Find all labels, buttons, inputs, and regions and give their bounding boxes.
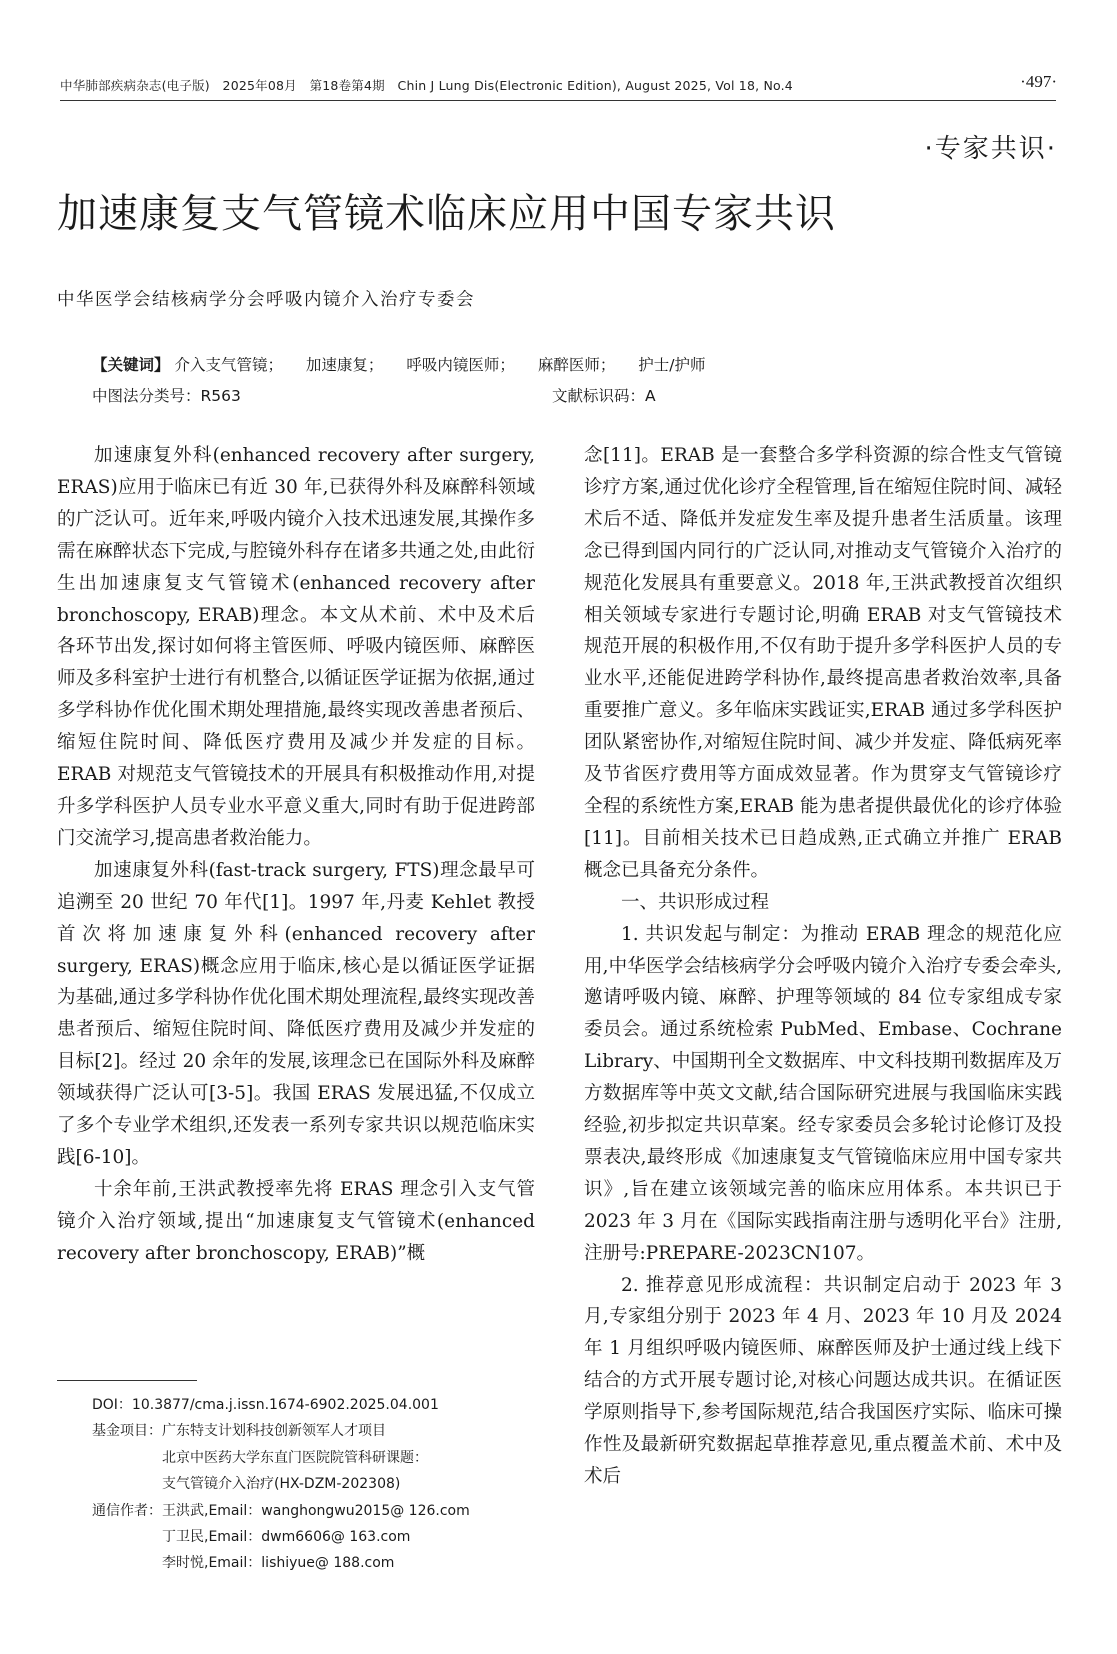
body-paragraph: 加速康复外科(fast-track surgery, FTS)理念最早可追溯至 20 世纪 70 年代[1]。1997 年,丹麦 Kehlet 教授首次将加速康复外科(enhanced recovery after surgery, ERAS)概念应用于临床,核心是以循证医学证据为基础,通过多学科协作优化围术期处理流程,最终实现改善患者预后、缩短住院时间、降低医疗费用及减少并发症的目标[2]。经过 20 余年的发展,该理念已在国际外科及麻醉领域获得广泛认可[3-5]。我国 ERAS 发展迅猛,不仅成立了多个专业学术组织,还发表一系列专家共识以规范临床实践[6-10]。 bbox=[57, 859, 535, 1168]
keyword: 护士/护师 bbox=[638, 356, 706, 374]
doi-line: DOI：10.3877/cma.j.issn.1674-6902.2025.04.001 bbox=[92, 1397, 439, 1413]
footnote-divider bbox=[57, 1380, 197, 1381]
correspondence-line: 王洪武,Email：wanghongwu2015@ 126.com bbox=[162, 1502, 470, 1519]
column-tag: ·专家共识· bbox=[924, 134, 1057, 164]
keyword: 介入支气管镜； bbox=[174, 356, 283, 374]
funding-label: 基金项目： bbox=[92, 1423, 162, 1440]
body-paragraph: 加速康复外科(enhanced recovery after surgery, ERAS)应用于临床已有近 30 年,已获得外科及麻醉科领域的广泛认可。近年来,呼吸内镜介入技术迅速发展,其操作多需在麻醉状态下完成,与腔镜外科存在诸多共通之处,由此衍生出加速康复支气管镜术(enhanced recovery after bronchoscopy, ERAB)理念。本文从术前、术中及术后各环节出发,探讨如何将主管医师、呼吸内镜医师、麻醉医师及多科室护士进行有机整合,以循证医学证据为依据,通过多学科协作优化围术期处理措施,最终实现改善患者预后、缩短住院时间、降低医疗费用及减少并发症的目标。ERAB 对规范支气管镜技术的开展具有积极推动作用,对提升多学科医护人员专业水平意义重大,同时有助于促进跨部门交流学习,提高患者救治能力。 bbox=[57, 445, 535, 849]
funding-line: 广东特支计划科技创新领军人才项目 bbox=[162, 1423, 386, 1440]
clc-number: 中图法分类号：R563 bbox=[92, 387, 241, 405]
right-column bbox=[584, 440, 1062, 1493]
header-divider bbox=[60, 100, 1056, 101]
author-group: 中华医学会结核病学分会呼吸内镜介入治疗专委会 bbox=[57, 290, 475, 310]
article-title: 加速康复支气管镜术临床应用中国专家共识 bbox=[57, 191, 836, 237]
correspondence-line: 李时悦,Email：lishiyue@ 188.com bbox=[162, 1555, 395, 1572]
correspondence-label: 通信作者： bbox=[92, 1502, 162, 1519]
keyword: 加速康复； bbox=[305, 356, 384, 374]
classification-line bbox=[92, 384, 1052, 406]
body-paragraph: 十余年前,王洪武教授率先将 ERAS 理念引入支气管镜介入治疗领域,提出“加速康复支气管镜术(enhanced recovery after bronchoscopy, ERAB)”概 bbox=[57, 1178, 535, 1264]
left-column bbox=[57, 440, 535, 1270]
keywords-line bbox=[92, 353, 1052, 375]
correspondence-line: 丁卫民,Email：dwm6606@ 163.com bbox=[162, 1529, 411, 1546]
footnotes bbox=[92, 1392, 532, 1577]
funding-line: 北京中医药大学东直门医院院管科研课题： bbox=[162, 1449, 428, 1466]
keywords-label: 【关键词】 bbox=[92, 356, 170, 374]
body-paragraph: 2. 推荐意见形成流程：共识制定启动于 2023 年 3 月,专家组分别于 2023 年 4 月、2023 年 10 月及 2024 年 1 月组织呼吸内镜医师、麻醉医师及护士通过线上线下结合的方式开展专题讨论,对核心问题达成共识。在循证医学原则指导下,参考国际规范,结合我国医疗实际、临床可操作性及最新研究数据起草推荐意见,重点覆盖术前、术中及术后 bbox=[584, 1274, 1062, 1487]
correspondence-note bbox=[92, 1498, 532, 1577]
page-number: ·497· bbox=[1020, 72, 1057, 91]
running-head: 中华肺部疾病杂志(电子版) 2025年08月 第18卷第4期 Chin J Lung Dis(Electronic Edition), August 2025, Vol 18, No.4 bbox=[60, 78, 793, 93]
body-paragraph: 念[11]。ERAB 是一套整合多学科资源的综合性支气管镜诊疗方案,通过优化诊疗全程管理,旨在缩短住院时间、减轻术后不适、降低并发症发生率及提升患者生活质量。该理念已得到国内同行的广泛认同,对推动支气管镜介入治疗的规范化发展具有重要意义。2018 年,王洪武教授首次组织相关领域专家进行专题讨论,明确 ERAB 对支气管镜技术规范开展的积极作用,不仅有助于提升多学科医护人员的专业水平,还能促进跨学科协作,最终提高患者救治效率,具备重要推广意义。多年临床实践证实,ERAB 通过多学科医护团队紧密协作,对缩短住院时间、减少并发症、降低病死率及节省医疗费用等方面成效显著。作为贯穿支气管镜诊疗全程的系统性方案,ERAB 能为患者提供最优化的诊疗体验[11]。目前相关技术已日趋成熟,正式确立并推广 ERAB 概念已具备充分条件。 bbox=[584, 445, 1062, 881]
body-paragraph: 1. 共识发起与制定：为推动 ERAB 理念的规范化应用,中华医学会结核病学分会呼吸内镜介入治疗专委会牵头,邀请呼吸内镜、麻醉、护理等领域的 84 位专家组成专家委员会。通过系统检索 PubMed、Embase、Cochrane Library、中国期刊全文数据库、中文科技期刊数据库及万方数据库等中英文文献,结合国际研究进展与我国临床实践经验,初步拟定共识草案。经专家委员会多轮讨论修订及投票表决,最终形成《加速康复支气管镜临床应用中国专家共识》,旨在建立该领域完善的临床应用体系。本共识已于 2023 年 3 月在《国际实践指南注册与透明化平台》注册,注册号:PREPARE-2023CN107。 bbox=[584, 923, 1062, 1264]
funding-line: 支气管镜介入治疗(HX-DZM-202308) bbox=[162, 1476, 401, 1493]
keyword: 麻醉医师； bbox=[537, 356, 616, 374]
section-heading: 一、共识形成过程 bbox=[621, 891, 770, 913]
funding-note bbox=[92, 1418, 532, 1497]
keyword: 呼吸内镜医师； bbox=[406, 356, 515, 374]
document-code: 文献标识码：A bbox=[552, 387, 656, 405]
